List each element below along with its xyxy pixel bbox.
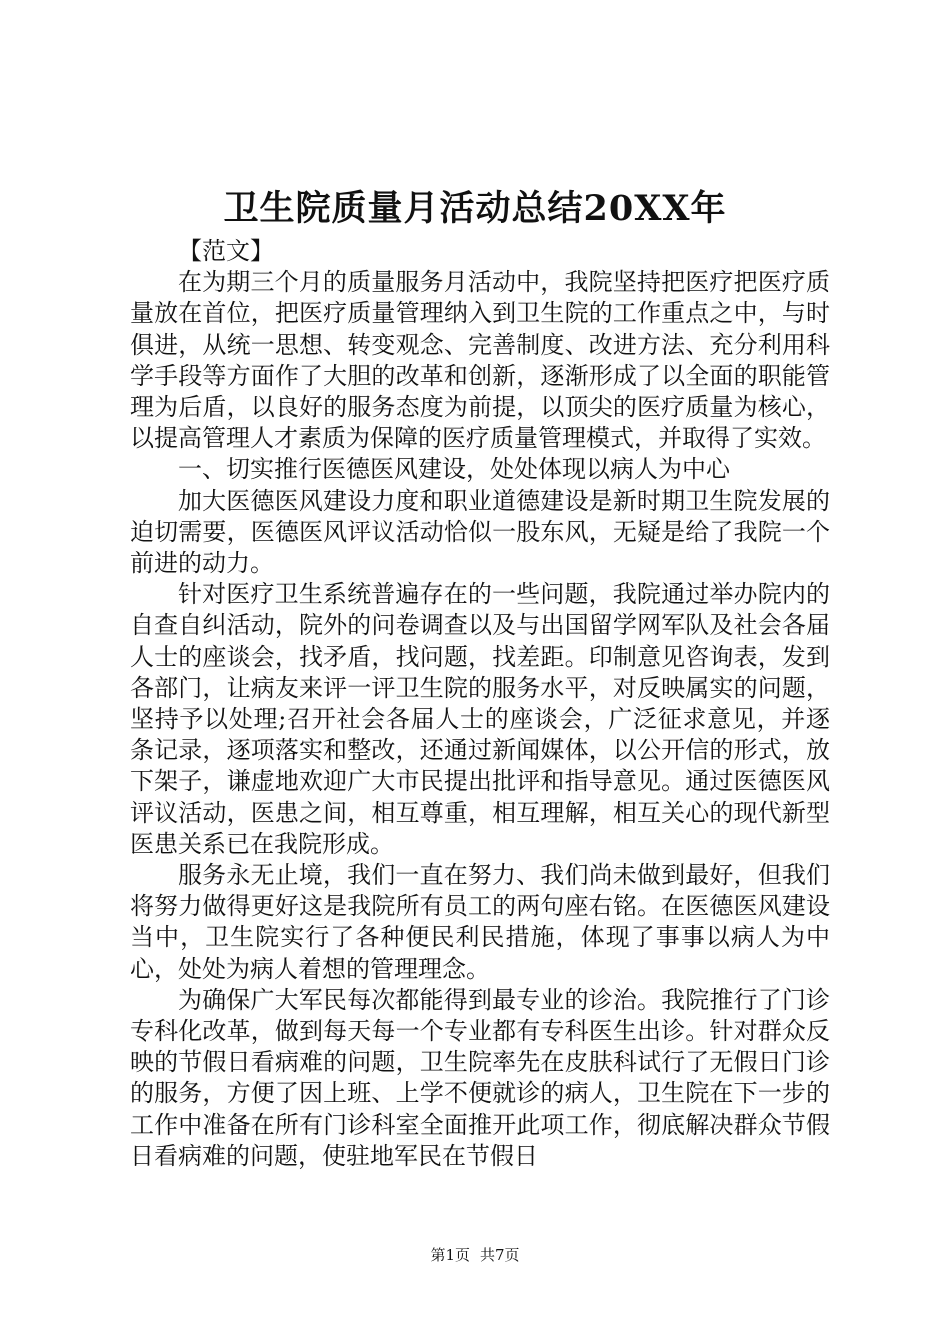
document-title: 卫生院质量月活动总结20XX年 [223, 188, 727, 229]
paragraph: 为确保广大军民每次都能得到最专业的诊治。我院推行了门诊专科化改革，做到每天每一个专业都有专科医生出诊。针对群众反映的节假日看病难的问题，卫生院率先在皮肤科试行了无假日门诊的服务，方便了因上班、上学不便就诊的病人，卫生院在下一步的工作中准备在所有门诊科室全面推开此项工作，彻底解决群众节假日看病难的问题，使驻地军民在节假日 [130, 985, 830, 1170]
page-total: 共7页 [480, 1246, 520, 1264]
section-heading: 一、切实推行医德医风建设，处处体现以病人为中心 [178, 455, 730, 484]
paragraph-heading-tag: 【范文】 [178, 237, 274, 265]
paragraph: 服务永无止境，我们一直在努力、我们尚未做到最好，但我们将努力做得更好这是我院所有员工的两句座右铭。在医德医风建设当中，卫生院实行了各种便民利民措施，体现了事事以病人为中心，处处为病人着想的管理理念。 [130, 861, 830, 983]
page-footer [0, 1245, 950, 1265]
paragraph: 在为期三个月的质量服务月活动中，我院坚持把医疗把医疗质量放在首位，把医疗质量管理纳入到卫生院的工作重点之中，与时俱进，从统一思想、转变观念、完善制度、改进方法、充分利用科学手段等方面作了大胆的改革和创新，逐渐形成了以全面的职能管理为后盾，以良好的服务态度为前提，以顶尖的医疗质量为核心，以提高管理人才素质为保障的医疗质量管理模式，并取得了实效。 [130, 268, 830, 453]
paragraph: 加大医德医风建设力度和职业道德建设是新时期卫生院发展的迫切需要，医德医风评议活动恰似一股东风，无疑是给了我院一个前进的动力。 [130, 486, 830, 578]
page-number: 第1页 [430, 1246, 470, 1264]
document-body [130, 236, 830, 1172]
paragraph: 针对医疗卫生系统普遍存在的一些问题，我院通过举办院内的自查自纠活动，院外的问卷调查以及与出国留学网军队及社会各届人士的座谈会，找矛盾，找问题，找差距。印制意见咨询表，发到各部门，让病友来评一评卫生院的服务水平，对反映属实的问题，坚持予以处理;召开社会各届人士的座谈会，广泛征求意见，并逐条记录，逐项落实和整改，还通过新闻媒体，以公开信的形式，放下架子，谦虚地欢迎广大市民提出批评和指导意见。通过医德医风评议活动，医患之间，相互尊重，相互理解，相互关心的现代新型医患关系已在我院形成。 [130, 580, 830, 858]
